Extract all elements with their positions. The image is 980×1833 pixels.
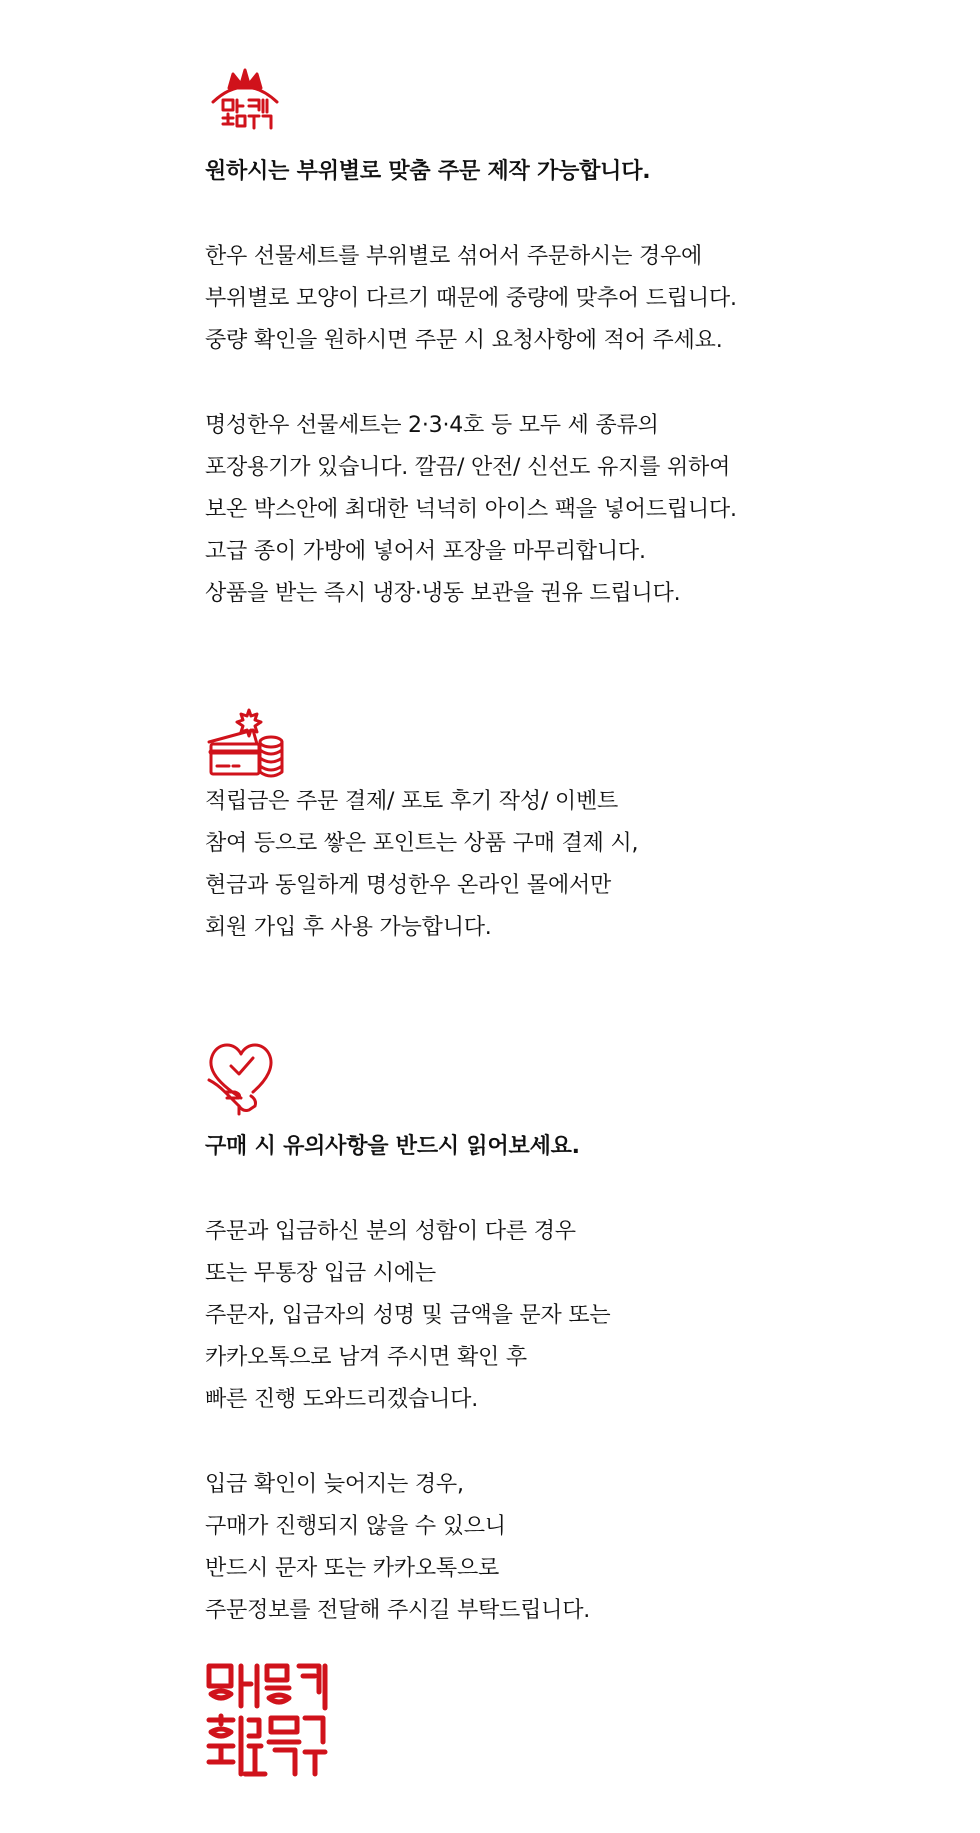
text-line: 주문자, 입금자의 성명 및 금액을 문자 또는 (205, 1303, 611, 1328)
card-coins-icon (205, 708, 285, 780)
text-line: 카카오톡으로 남겨 주시면 확인 후 (205, 1345, 527, 1370)
text-line: 입금 확인이 늦어지는 경우, (205, 1472, 464, 1497)
crown-seal-icon (205, 66, 285, 150)
text-line: 부위별로 모양이 다르기 때문에 중량에 맞추어 드립니다. (205, 286, 737, 311)
text-line: 참여 등으로 쌓은 포인트는 상품 구매 결제 시, (205, 831, 639, 856)
text-line: 포장용기가 있습니다. 깔끔/ 안전/ 신선도 유지를 위하여 (205, 455, 731, 480)
text-line: 상품을 받는 즉시 냉장·냉동 보관을 권유 드립니다. (205, 581, 681, 606)
text-line: 빠른 진행 도와드리겠습니다. (205, 1387, 479, 1412)
text-line: 반드시 문자 또는 카카오톡으로 (205, 1556, 500, 1581)
text-line: 보온 박스안에 최대한 넉넉히 아이스 팩을 넣어드립니다. (205, 497, 737, 522)
text-line: 주문과 입금하신 분의 성함이 다른 경우 (205, 1219, 576, 1244)
text-line: 한우 선물세트를 부위별로 섞어서 주문하시는 경우에 (205, 244, 703, 269)
seal-logo-icon (205, 1662, 329, 1780)
text-line: 적립금은 주문 결제/ 포토 후기 작성/ 이벤트 (205, 789, 619, 814)
text-line: 명성한우 선물세트는 2·3·4호 등 모두 세 종류의 (205, 413, 659, 438)
text-line: 또는 무통장 입금 시에는 (205, 1261, 436, 1286)
text-line: 중량 확인을 원하시면 주문 시 요청사항에 적어 주세요. (205, 328, 723, 353)
heart-hand-icon (205, 1040, 279, 1116)
text-line: 현금과 동일하게 명성한우 온라인 몰에서만 (205, 873, 612, 898)
text-line: 회원 가입 후 사용 가능합니다. (205, 915, 492, 940)
section1-heading: 원하시는 부위별로 맞춤 주문 제작 가능합니다. (205, 159, 651, 184)
text-line: 주문정보를 전달해 주시길 부탁드립니다. (205, 1598, 591, 1623)
text-line: 고급 종이 가방에 넣어서 포장을 마무리합니다. (205, 539, 646, 564)
text-line: 구매가 진행되지 않을 수 있으니 (205, 1514, 506, 1539)
section3-heading: 구매 시 유의사항을 반드시 읽어보세요. (205, 1134, 580, 1159)
